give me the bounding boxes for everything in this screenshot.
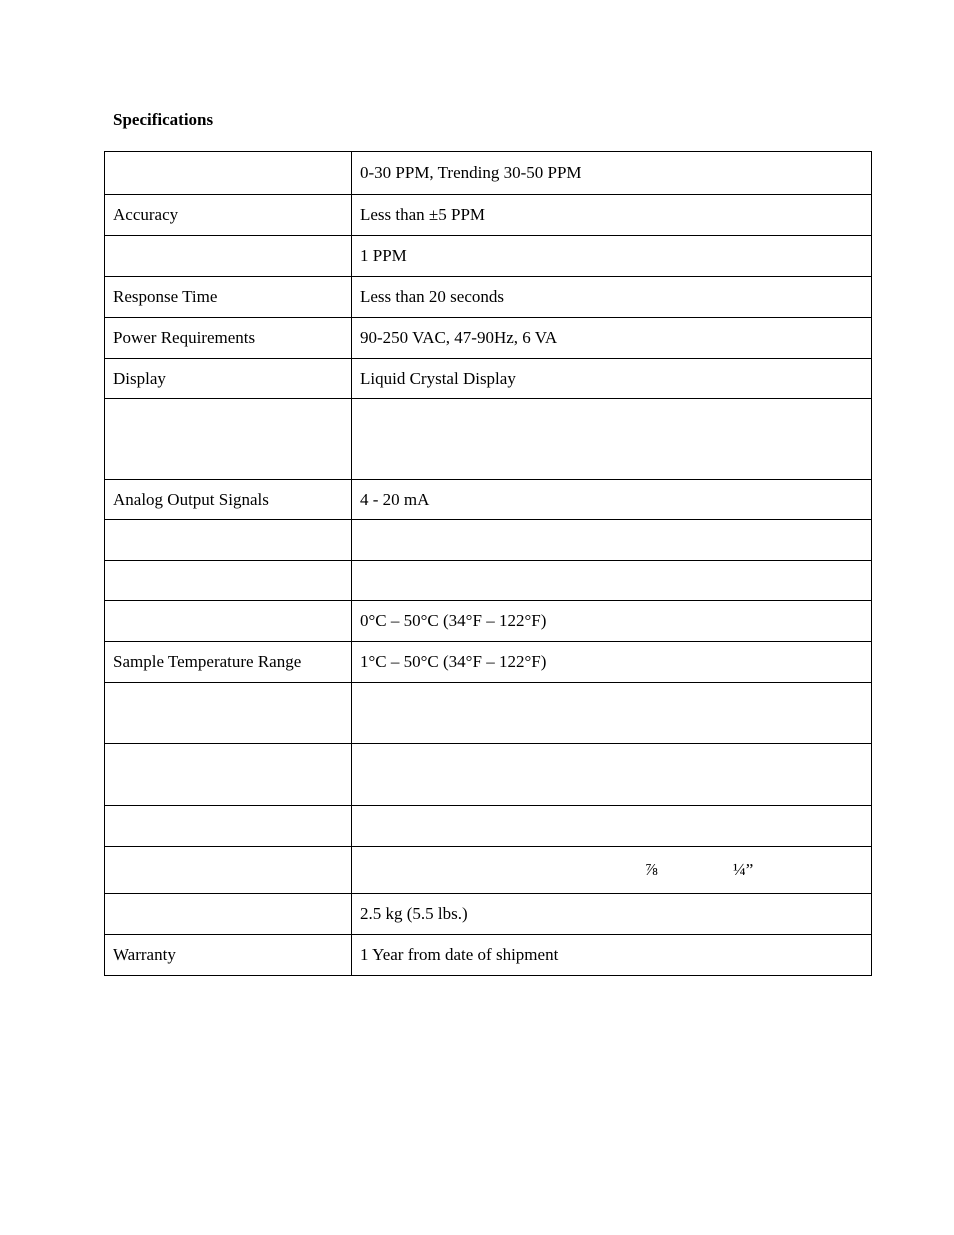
table-row [105, 318, 872, 359]
table-row [105, 744, 872, 806]
spec-label: Sample Temperature Range [105, 642, 352, 683]
spec-label [105, 520, 352, 561]
spec-label [105, 847, 352, 894]
spec-value: 2.5 kg (5.5 lbs.) [352, 894, 872, 935]
spec-value: 0°C – 50°C (34°F – 122°F) [352, 601, 872, 642]
spec-value: Less than 20 seconds [352, 277, 872, 318]
spec-label: Power Requirements [105, 318, 352, 359]
spec-value [352, 806, 872, 847]
spec-value: 1°C – 50°C (34°F – 122°F) [352, 642, 872, 683]
spec-value: Less than ±5 PPM [352, 195, 872, 236]
table-row [105, 935, 872, 976]
table-row [105, 359, 872, 399]
table-row [105, 520, 872, 561]
spec-label [105, 683, 352, 744]
table-row [105, 480, 872, 520]
spec-value: 0-30 PPM, Trending 30-50 PPM [352, 152, 872, 195]
table-row [105, 683, 872, 744]
spec-value [352, 561, 872, 601]
spec-value-fragment: ¼” [733, 860, 754, 879]
spec-value [352, 399, 872, 480]
table-row [105, 847, 872, 894]
spec-value: 90-250 VAC, 47-90Hz, 6 VA [352, 318, 872, 359]
spec-value: 1 PPM [352, 236, 872, 277]
table-row [105, 642, 872, 683]
table-row [105, 152, 872, 195]
spec-label [105, 601, 352, 642]
spec-label: Response Time [105, 277, 352, 318]
spec-label: Accuracy [105, 195, 352, 236]
spec-label [105, 744, 352, 806]
spec-value [352, 744, 872, 806]
spec-value-fragment: ⅞ [645, 860, 658, 879]
table-row [105, 399, 872, 480]
specifications-table [104, 151, 872, 976]
spec-label [105, 152, 352, 195]
spec-value: 1 Year from date of shipment [352, 935, 872, 976]
spec-value [352, 847, 872, 894]
spec-label [105, 236, 352, 277]
spec-label: Analog Output Signals [105, 480, 352, 520]
spec-label [105, 399, 352, 480]
spec-value [352, 683, 872, 744]
table-row [105, 894, 872, 935]
spec-label [105, 561, 352, 601]
spec-label [105, 894, 352, 935]
table-row [105, 195, 872, 236]
spec-label [105, 806, 352, 847]
spec-value [352, 520, 872, 561]
table-row [105, 236, 872, 277]
table-row [105, 806, 872, 847]
spec-label: Warranty [105, 935, 352, 976]
spec-value: Liquid Crystal Display [352, 359, 872, 399]
spec-label: Display [105, 359, 352, 399]
table-row [105, 277, 872, 318]
table-row [105, 601, 872, 642]
table-row [105, 561, 872, 601]
specifications-heading: Specifications [113, 110, 214, 129]
spec-value: 4 - 20 mA [352, 480, 872, 520]
